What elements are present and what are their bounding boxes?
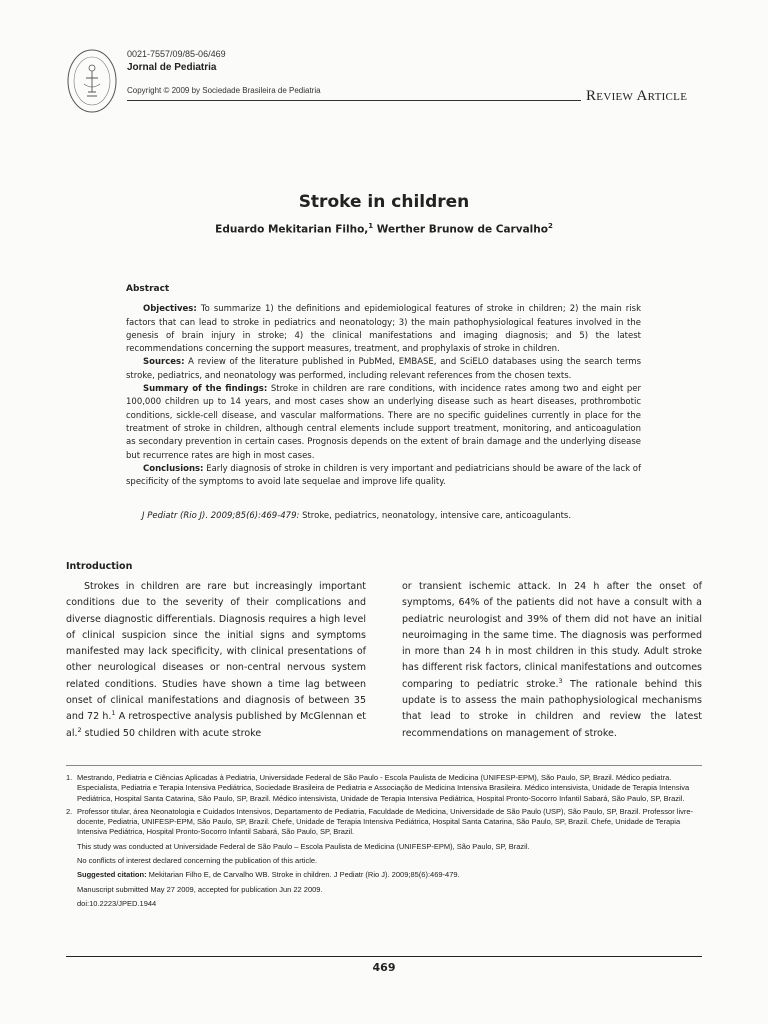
- conflicts-note: No conflicts of interest declared concerning the publication of this article.: [77, 856, 318, 866]
- abstract: [126, 283, 641, 489]
- summary-text: Stroke in children are rare conditions, with incidence rates among two and eight per 100,000 children up to 14 years, and most cases show an underlying disease such as heart diseases, prothrombotic conditions, sickle-cell disease, and vascular malformations. There are no specific guidelines currently in place for the treatment of stroke in children, although central elements include support treatment, monitoring, and anticoagulation as secondary prevention in certain cases. Prognosis depends on the extent of brain damage and the underlying disease but recurrence rates are high in most cases.: [126, 384, 641, 461]
- citation-ref: J Pediatr (Rio J). 2009;85(6):469-479:: [142, 511, 300, 521]
- author-1: Eduardo Mekitarian Filho,: [215, 223, 369, 236]
- intro-text-b: A retrospective analysis published by McGlennan et al.: [66, 711, 366, 739]
- author-2: Werther Brunow de Carvalho: [373, 223, 548, 236]
- abstract-conclusions: [126, 463, 641, 490]
- suggested-citation-label: Suggested citation:: [77, 870, 147, 880]
- footnote-1-number: 1.: [66, 773, 73, 782]
- suggested-citation: [66, 870, 702, 880]
- author-2-affiliation: 2: [547, 222, 553, 230]
- journal-seal-logo: [66, 48, 118, 114]
- summary-label: Summary of the findings:: [143, 384, 268, 395]
- introduction-right-column: [402, 579, 702, 742]
- page-number: 469: [372, 961, 396, 974]
- journal-name: Jornal de Pediatria: [127, 62, 217, 73]
- intro-paragraph-1-cont: [402, 579, 702, 742]
- article-title: Stroke in children: [298, 192, 470, 212]
- intro-text-d: or transient ischemic attack. In 24 h after the onset of symptoms, 64% of the patients did not have a consult with a pediatric neurologist and 39% of them did not have an initial neuroimaging in the same time. The diagnosis was performed in more than 24 h in most children in this study. Adult stroke has different risk factors, clinical manifestations and outcomes comparing to pediatric stroke.: [402, 581, 702, 690]
- header-rule: [127, 100, 581, 101]
- ref-2: 2: [77, 725, 82, 734]
- footnote-2-text: Professor titular, área Neonatologia e Cuidados Intensivos, Departamento de Pediatria, Faculdade de Medicina, Universidade de São Paulo (USP), São Paulo, SP, Brazil. Professor livre-docente, Pediatria, UNIFESP-EPM, São Paulo, SP, Brazil. Chefe, Unidade de Terapia Intensiva Pediátrica, Hospital Santa Catarina, São Paulo, SP, Brazil. Chefe, Unidade de Terapia Intensiva Pediátrica, Hospital Pronto-Socorro Infantil Sabará, São Paulo, SP, Brazil.: [77, 806, 694, 837]
- keywords: Stroke, pediatrics, neonatology, intensive care, anticoagulants.: [299, 511, 572, 521]
- abstract-heading: Abstract: [126, 284, 170, 294]
- footnotes: [66, 773, 702, 909]
- doi: doi:10.2223/JPED.1944: [77, 898, 157, 908]
- ref-3: 3: [558, 676, 563, 685]
- conclusions-label: Conclusions:: [143, 463, 204, 474]
- objectives-text: To summarize 1) the definitions and epidemiological features of stroke in children; 2) the main risk factors that can lead to stroke in pediatrics and neonatology; 3) the main pathophysiological features involved in the genesis of brain injury in stroke; 4) the clinical manifestations and imaging diagnosis; and 5) the latest recommendations concerning the support measures, treatment, and prophylaxis of stroke in children.: [126, 304, 641, 355]
- ref-1: 1: [111, 709, 116, 718]
- intro-text-c: studied 50 children with acute stroke: [81, 727, 262, 739]
- manuscript-dates: Manuscript submitted May 27 2009, accepted for publication Jun 22 2009.: [77, 884, 323, 894]
- intro-text-e: The rationale behind this update is to assess the main pathophysiological mechanisms that lead to stroke in children and review the latest recommendations on management of stroke.: [402, 678, 702, 739]
- intro-paragraph-1: [66, 579, 366, 742]
- citation-keywords: [142, 511, 571, 521]
- abstract-objectives: [126, 303, 641, 356]
- suggested-citation-text: Mekitarian Filho E, de Carvalho WB. Stroke in children. J Pediatr (Rio J). 2009;85(6):469-479.: [146, 870, 460, 880]
- study-note: This study was conducted at Universidade Federal de São Paulo – Escola Paulista de Medicina (UNIFESP-EPM), São Paulo, SP, Brazil.: [77, 841, 530, 851]
- section-label: Review Article: [586, 88, 688, 104]
- issn-code: 0021-7557/09/85-06/469: [127, 49, 226, 59]
- objectives-label: Objectives:: [143, 304, 197, 315]
- sources-text: A review of the literature published in PubMed, EMBASE, and SciELO databases using the search terms stroke, pediatrics, and neonatology was performed, including relevant references from the chosen texts.: [126, 357, 641, 381]
- copyright-line: Copyright © 2009 by Sociedade Brasileira de Pediatria: [127, 86, 321, 95]
- abstract-summary: [126, 383, 641, 463]
- author-line: [0, 222, 768, 236]
- footnote-1: [66, 773, 702, 804]
- footer-rule: [66, 956, 702, 957]
- footnote-2-number: 2.: [66, 806, 73, 816]
- footnote-2: [66, 807, 702, 838]
- conclusions-text: Early diagnosis of stroke in children is very important and pediatricians should be aware of the lack of specificity of the symptoms to avoid late sequelae and improve life quality.: [126, 463, 641, 488]
- abstract-sources: [126, 356, 641, 383]
- intro-text-a: Strokes in children are rare but increasingly important conditions due to the severity of their complications and diverse diagnostic differentials. Diagnosis requires a high level of clinical suspicion since the initial signs and symptoms manifested may lack specificity, with clinical presentations of other neurological diseases or non-central nervous system related conditions. Studies have shown a time lag between onset of clinical manifestations and diagnosis of between 35 and 72 h.: [66, 581, 366, 723]
- footnote-rule: [66, 765, 702, 766]
- footnote-1-text: Mestrando, Pediatria e Ciências Aplicadas à Pediatria, Universidade Federal de São Paulo - Escola Paulista de Medicina (UNIFESP-EPM), São Paulo, SP, Brazil. Médico pediatra. Especialista, Pediatria e Terapia Intensiva Pediátrica, Sociedade Brasileira de Pediatria e Associação de Medicina Intensiva Brasileira. Médico intensivista, Unidade de Terapia Intensiva Pediátrica, Hospital Santa Catarina, São Paulo, SP, Brazil. Médico intensivista, Unidade de Terapia Intensiva Pediátrica, Hospital Pronto-Socorro Infantil Sabará, São Paulo, SP, Brazil.: [77, 773, 690, 803]
- author-1-affiliation: 1: [368, 222, 374, 230]
- introduction-left-column: [66, 579, 366, 742]
- sources-label: Sources:: [143, 357, 185, 368]
- introduction-heading: Introduction: [66, 561, 133, 572]
